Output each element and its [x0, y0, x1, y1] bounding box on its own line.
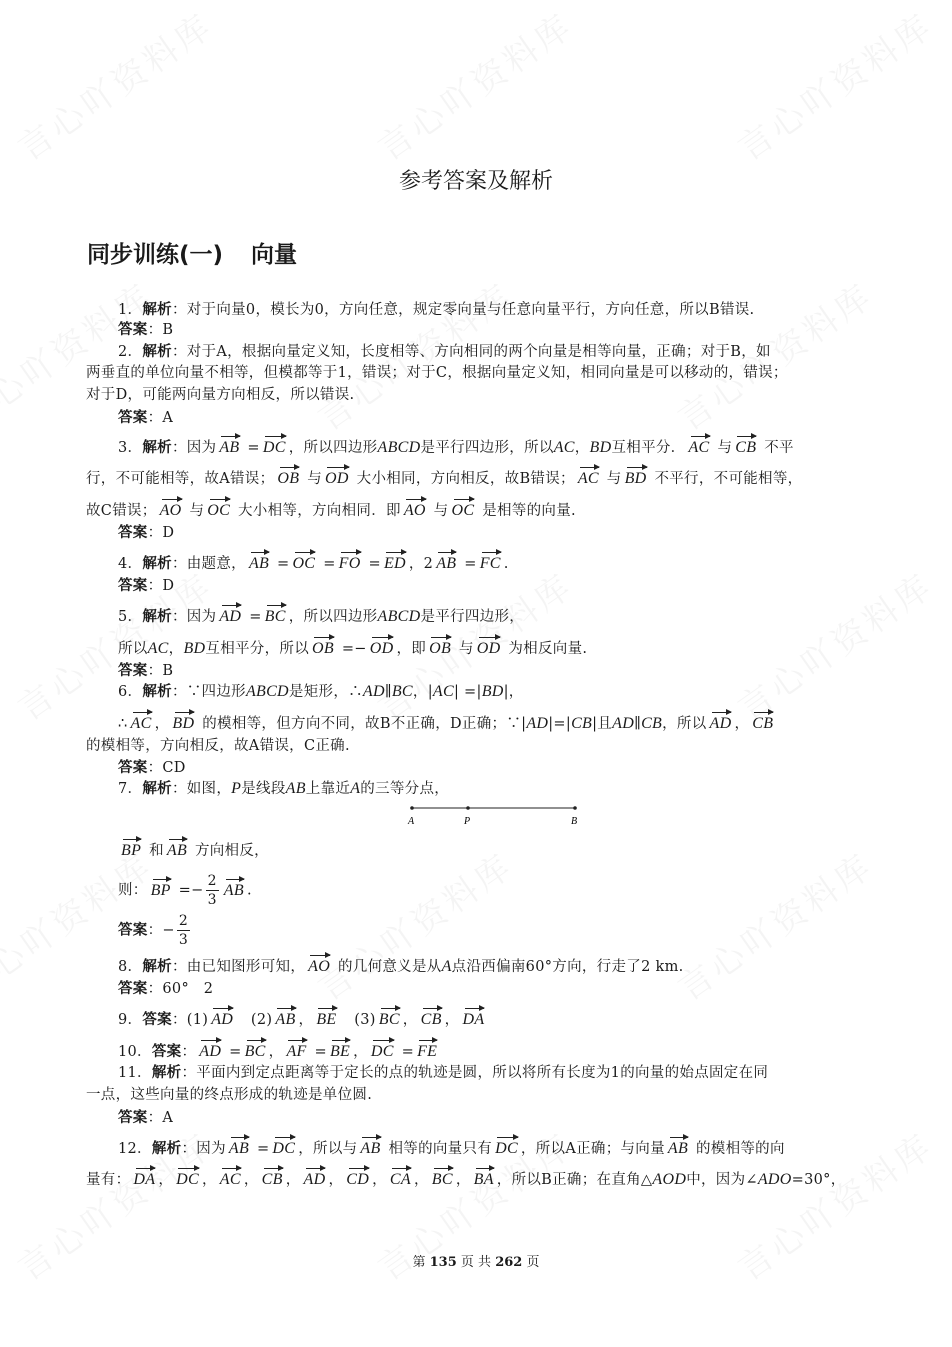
math-symbol: ABCD — [377, 439, 421, 456]
math-symbol: BD — [589, 439, 612, 456]
text-run: 是平行四边形，所以 — [420, 440, 554, 456]
text-run: ， — [372, 1172, 387, 1188]
text-line — [118, 1010, 487, 1030]
text-run: 的几何意义是从 — [333, 959, 442, 975]
math-symbol: AD — [362, 683, 385, 700]
vector: AC — [219, 1171, 241, 1188]
vector: BP — [121, 842, 142, 859]
text-run: ， — [285, 1172, 301, 1188]
text-line — [118, 841, 269, 861]
bold-label: 解析 — [142, 344, 172, 360]
text-run: ，即 — [396, 641, 427, 657]
vector: FC — [479, 555, 501, 572]
page-footer — [0, 1251, 952, 1270]
vector: DC — [370, 1043, 394, 1060]
section-heading — [87, 236, 297, 269]
bold-label: 答案 — [151, 1044, 182, 1060]
vector: CB — [735, 439, 757, 456]
text-line — [118, 320, 173, 340]
bold-label: 答案 — [118, 922, 148, 939]
text-run: 6． — [118, 684, 143, 700]
vector: FO — [338, 555, 361, 572]
text-run: 8． — [118, 959, 143, 975]
text-run: 的模相等，但方向不同，故B不正确，D正确；∵| — [197, 716, 527, 732]
vector: OC — [292, 555, 316, 572]
text-run: ∴ — [118, 716, 128, 732]
text-line — [118, 639, 587, 659]
text-run: ：A — [147, 1110, 174, 1126]
fraction-denominator: 3 — [178, 932, 189, 948]
text-run: 与 — [601, 471, 622, 487]
text-run: ：60° 2 — [147, 981, 214, 997]
text-run: 所以 — [118, 641, 148, 657]
vector: DA — [133, 1171, 156, 1188]
text-run: ，所以 — [662, 716, 707, 732]
math-symbol: AC — [147, 640, 169, 657]
text-run: 不平 — [759, 440, 794, 456]
vector: BA — [473, 1171, 494, 1188]
fraction — [177, 912, 190, 949]
bold-label: 答案 — [118, 525, 148, 541]
math-symbol: BD — [481, 683, 504, 700]
watermark-text — [727, 0, 942, 170]
text-line — [118, 1063, 768, 1083]
text-run: 7． — [118, 781, 143, 797]
text-run: ：因为 — [171, 440, 217, 456]
text-run: 故C错误； — [86, 503, 157, 519]
math-symbol: BC — [391, 683, 413, 700]
text-line — [118, 607, 524, 627]
text-run: 上靠近 — [305, 781, 351, 797]
text-run: = — [244, 609, 262, 625]
footer-prefix: 第 — [412, 1255, 426, 1270]
text-line — [118, 1108, 173, 1128]
text-run: ， — [574, 440, 590, 456]
text-run: 的模相等的向 — [691, 1141, 785, 1157]
text-run: 5． — [118, 609, 143, 625]
text-line — [118, 554, 509, 574]
text-run: = — [396, 1044, 415, 1060]
bold-label: 解析 — [142, 302, 172, 318]
vector: BD — [172, 715, 195, 732]
bold-label: 解析 — [142, 609, 172, 625]
text-run: = — [252, 1141, 270, 1157]
vector: DC — [272, 1140, 296, 1157]
text-run: 与 — [428, 503, 449, 519]
text-run: 相等的向量只有 — [383, 1141, 493, 1157]
bold-label: 答案 — [118, 1110, 148, 1126]
text-line — [118, 758, 186, 778]
text-run: 点沿西偏南60°方向，行走了2 km. — [451, 959, 684, 975]
text-run: 是相等的向量. — [477, 503, 576, 519]
label-a: A — [408, 816, 415, 827]
point-p — [466, 806, 470, 810]
text-run: 大小相同，方向相反，故B错误； — [351, 471, 575, 487]
text-run: |， — [503, 684, 524, 700]
text-run: ， — [201, 1172, 217, 1188]
vector: AO — [308, 958, 331, 975]
text-run: 为相反向量. — [503, 641, 588, 657]
text-run: ∥ — [384, 684, 392, 700]
vector: DC — [495, 1140, 518, 1157]
math-symbol: ABCD — [245, 683, 289, 700]
text-line — [118, 779, 449, 799]
math-symbol: AB — [285, 780, 306, 797]
text-run: ：对于A，根据向量定义知，长度相等、方向相同的两个向量是相等向量，正确；对于B，如 — [171, 344, 771, 360]
vector: AB — [219, 439, 240, 456]
vector: CB — [261, 1171, 283, 1188]
text-run: ：A — [147, 410, 174, 426]
text-run: =− — [173, 882, 204, 899]
footer-middle: 页 共 — [460, 1255, 492, 1270]
total-pages: 262 — [495, 1255, 523, 1270]
text-line — [118, 438, 794, 458]
text-run: ， — [353, 1044, 368, 1060]
vector: DC — [176, 1171, 199, 1188]
math-symbol: CB — [571, 715, 593, 732]
vector: AF — [286, 1043, 307, 1060]
bold-label: 解析 — [151, 1065, 182, 1081]
text-line — [118, 957, 684, 977]
text-line — [118, 661, 173, 681]
math-symbol: ADO — [757, 1171, 792, 1188]
vector: BC — [378, 1011, 400, 1028]
text-run: 是矩形，∴ — [288, 684, 363, 700]
vector: OD — [325, 470, 349, 487]
vector: AD — [709, 715, 732, 732]
text-run: ：D — [147, 578, 175, 594]
text-run: ， — [298, 1012, 314, 1028]
vector: AB — [667, 1140, 689, 1157]
vector: DC — [262, 439, 286, 456]
text-run: 3． — [118, 440, 143, 456]
math-symbol: AC — [553, 439, 575, 456]
text-run: |=| — [548, 716, 572, 732]
text-run: ， — [328, 1172, 344, 1188]
watermark-text — [7, 0, 222, 170]
text-line — [86, 469, 802, 489]
text-run: 对于D，可能两向量方向相反，所以错误. — [86, 387, 355, 403]
page-title: 参考答案及解析 — [398, 169, 553, 194]
text-run: ：由题意， — [171, 556, 246, 572]
text-run: = — [459, 556, 477, 572]
text-run: 的模相等，方向相反，故A错误，C正确. — [86, 738, 350, 754]
text-run: 则： — [118, 882, 148, 899]
vector: AD — [199, 1043, 222, 1060]
segment-diagram — [400, 800, 590, 830]
text-run: ：因为 — [171, 609, 217, 625]
bold-label: 答案 — [118, 410, 148, 426]
text-line — [118, 342, 771, 362]
text-run: ， — [154, 716, 170, 732]
vector: AB — [360, 1140, 381, 1157]
vector: AB — [248, 555, 270, 572]
math-symbol: AD — [526, 715, 549, 732]
text-run: ：对于向量0，模长为0，方向任意，规定零向量与任意向量平行，方向任意，所以B错误. — [171, 302, 755, 318]
bold-label: 解析 — [142, 781, 172, 797]
vector: CD — [346, 1171, 370, 1188]
text-run: 互相平分． — [611, 440, 686, 456]
text-line — [118, 523, 174, 543]
watermark-text — [307, 839, 522, 1010]
vector: AD — [211, 1011, 234, 1028]
bold-label: 解析 — [151, 1141, 182, 1157]
bold-label: 答案 — [142, 1012, 172, 1028]
fraction-numerator: 2 — [178, 913, 189, 929]
text-line — [86, 1170, 846, 1190]
text-run: ， — [734, 716, 750, 732]
vector: BE — [329, 1043, 351, 1060]
math-symbol: A — [350, 780, 361, 797]
vector: AO — [403, 502, 426, 519]
vector: FE — [417, 1043, 438, 1060]
text-run: . — [246, 882, 252, 899]
text-line — [118, 576, 174, 596]
text-run: ，所以四边形 — [288, 440, 378, 456]
text-run: 行，不可能相等，故A错误； — [86, 471, 275, 487]
vector: BC — [244, 1043, 266, 1060]
text-run: ：平面内到定点距离等于定长的点的轨迹是圆，所以将所有长度为1的向量的始点固定在同 — [181, 1065, 769, 1081]
text-line — [118, 408, 173, 428]
watermark-text — [367, 0, 582, 170]
text-run: ，所以四边形 — [288, 609, 378, 625]
math-symbol: AD — [612, 715, 635, 732]
section-topic: 向量 — [251, 242, 298, 268]
vector: BD — [624, 470, 647, 487]
text-run: =− — [336, 641, 367, 657]
text-run: = — [224, 1044, 242, 1060]
text-run: ，所以与 — [298, 1141, 358, 1157]
text-run: 的三等分点， — [360, 781, 450, 797]
vector: AD — [219, 608, 242, 625]
text-line — [118, 682, 524, 702]
vector: AC — [577, 470, 599, 487]
text-run: ，所以A正确；与向量 — [520, 1141, 665, 1157]
text-run: ：B — [147, 322, 174, 338]
text-run: 是平行四边形， — [420, 609, 525, 625]
bold-label: 答案 — [118, 663, 148, 679]
text-run: 方向相反， — [190, 843, 269, 859]
vector: DA — [462, 1011, 485, 1028]
vector: ED — [383, 555, 406, 572]
vector: CA — [389, 1171, 411, 1188]
text-run: 是线段 — [241, 781, 286, 797]
bold-label: 解析 — [142, 684, 172, 700]
text-line — [118, 1139, 785, 1159]
text-line — [118, 979, 213, 999]
bold-label: 解析 — [142, 440, 172, 456]
text-line — [118, 1042, 440, 1062]
text-run: ：B — [147, 663, 174, 679]
text-run: ，所以B正确；在直角△ — [496, 1172, 653, 1188]
text-run: ， — [158, 1172, 174, 1188]
text-run: 互相平分，所以 — [205, 641, 310, 657]
text-run: 不平行，不可能相等， — [649, 471, 803, 487]
vector: AB — [223, 881, 244, 899]
text-line — [118, 912, 192, 949]
text-run: 1． — [118, 302, 143, 318]
text-run: |且 — [592, 716, 613, 732]
text-run: ：因为 — [181, 1141, 226, 1157]
text-run: ：如图， — [171, 781, 232, 797]
math-symbol: ABCD — [377, 608, 421, 625]
text-run: ， — [168, 641, 184, 657]
text-run: ， — [402, 1012, 418, 1028]
text-run: 与 — [712, 440, 733, 456]
text-run: 与 — [302, 471, 323, 487]
vector: AC — [688, 439, 710, 456]
watermark-text — [727, 559, 942, 730]
vector: CB — [420, 1011, 442, 1028]
text-run: =30°， — [791, 1172, 846, 1188]
bold-label: 答案 — [118, 981, 148, 997]
vector: CB — [752, 715, 774, 732]
text-run: ，2 — [408, 556, 434, 572]
text-run: 一点，这些向量的终点形成的轨迹是单位圆. — [86, 1087, 373, 1103]
text-run: ， — [268, 1044, 284, 1060]
vector: AB — [436, 555, 457, 572]
text-run: ， — [243, 1172, 259, 1188]
text-run: ∥ — [634, 716, 642, 732]
fraction-denominator: 3 — [207, 892, 217, 908]
text-run: ， — [455, 1172, 471, 1188]
text-run: ：D — [147, 525, 175, 541]
bold-label: 答案 — [118, 578, 148, 594]
text-run: ： — [181, 1044, 197, 1060]
label-p: P — [464, 816, 471, 827]
math-symbol: A — [441, 958, 452, 975]
label-b: B — [571, 816, 578, 827]
text-line — [86, 1085, 372, 1105]
math-symbol: AC — [432, 683, 454, 700]
math-symbol: P — [231, 780, 242, 797]
text-run: ，| — [412, 684, 433, 700]
text-run: 10． — [118, 1044, 152, 1060]
text-run: ， — [444, 1012, 460, 1028]
text-line — [86, 736, 350, 756]
text-run: ：由已知图形可知， — [171, 959, 306, 975]
vector: BE — [316, 1011, 337, 1028]
math-symbol: CB — [641, 715, 663, 732]
text-run: 12． — [118, 1141, 152, 1157]
vector: OB — [312, 640, 334, 657]
point-a — [410, 806, 414, 810]
vector: BC — [431, 1171, 453, 1188]
text-run: (2) — [236, 1012, 273, 1028]
text-line — [118, 872, 252, 909]
text-run: | =| — [453, 684, 482, 700]
vector: AB — [228, 1140, 250, 1157]
point-b — [573, 806, 577, 810]
text-line — [118, 714, 776, 734]
text-run: = — [309, 1044, 327, 1060]
vector: OB — [429, 640, 452, 657]
text-line — [86, 501, 576, 521]
vector: OC — [207, 502, 231, 519]
vector: AC — [130, 715, 152, 732]
text-run: 2． — [118, 344, 143, 360]
vector: OC — [451, 502, 475, 519]
footer-suffix: 页 — [526, 1255, 540, 1270]
text-line — [86, 385, 354, 405]
vector: OD — [369, 640, 394, 657]
current-page: 135 — [429, 1255, 457, 1270]
text-run: 9． — [118, 1012, 143, 1028]
text-run: ：∵四边形 — [171, 684, 246, 700]
text-run: 和 — [144, 843, 164, 859]
text-line — [86, 363, 788, 383]
vector: OD — [476, 640, 501, 657]
text-run: 与 — [454, 641, 474, 657]
fraction — [206, 872, 219, 909]
fraction-numerator: 2 — [207, 873, 217, 889]
text-run: ：− — [147, 922, 175, 939]
bold-label: 解析 — [142, 959, 172, 975]
text-run: = — [272, 556, 290, 572]
text-run: 中，因为∠ — [686, 1172, 758, 1188]
text-run: (3) — [339, 1012, 376, 1028]
bold-label: 解析 — [142, 556, 172, 572]
vector: AO — [159, 502, 182, 519]
math-symbol: AOD — [652, 1171, 687, 1188]
text-run: = — [363, 556, 381, 572]
bold-label: 答案 — [118, 760, 148, 776]
section-name: 同步训练(一) — [87, 242, 224, 268]
vector: BC — [264, 608, 286, 625]
vector: OB — [277, 470, 300, 487]
bold-label: 答案 — [118, 322, 148, 338]
vector: BP — [150, 881, 171, 899]
text-run: 与 — [184, 503, 205, 519]
text-line — [118, 300, 754, 320]
text-run: ：(1) — [171, 1012, 209, 1028]
vector: AD — [303, 1171, 326, 1188]
math-symbol: BD — [183, 640, 206, 657]
text-run: 两垂直的单位向量不相等，但模都等于1，错误；对于C，根据向量定义知，相同向量是可以移动的，错误； — [86, 365, 788, 381]
text-run: = — [318, 556, 336, 572]
text-run: ， — [413, 1172, 429, 1188]
text-run: = — [242, 440, 260, 456]
watermark-text — [667, 839, 882, 1010]
text-run: 11． — [118, 1065, 152, 1081]
vector: AB — [275, 1011, 296, 1028]
text-run: ：CD — [147, 760, 186, 776]
text-run: 大小相等，方向相同．即 — [233, 503, 401, 519]
text-run: 4． — [118, 556, 143, 572]
text-run: . — [503, 556, 509, 572]
text-run: 量有： — [86, 1172, 131, 1188]
vector: AB — [166, 842, 188, 859]
